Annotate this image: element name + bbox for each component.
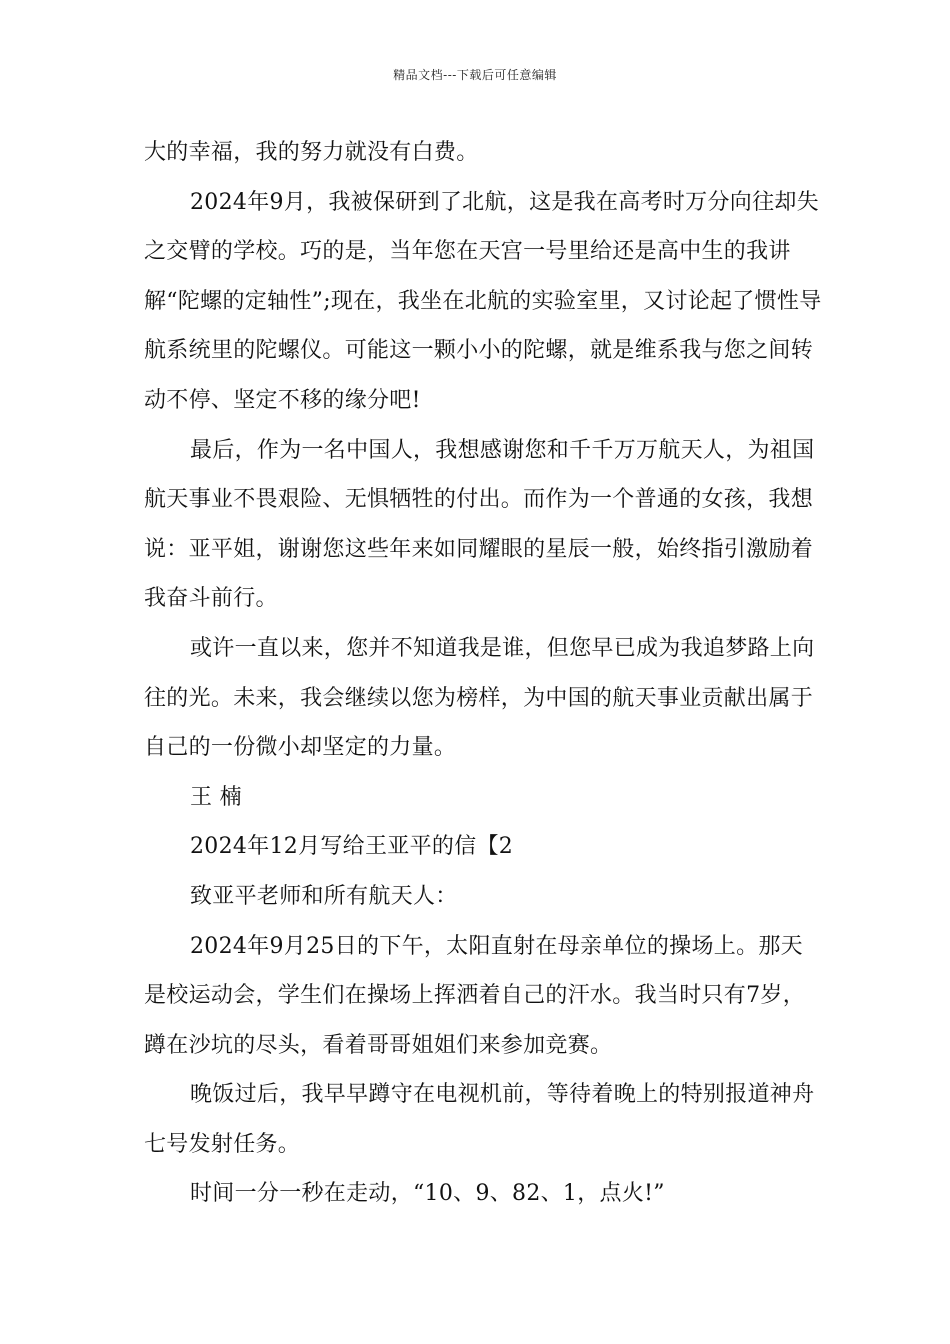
section-title: 2024年12月写给王亚平的信【2 bbox=[190, 834, 514, 860]
paragraph-4: 或许一直以来，您并不知道我是谁，但您早已成为我追梦路上向往的光。未来，我会继续以您为榜样，为中国的航天事业贡献出属于自己的一份微小却坚定的力量。 bbox=[144, 635, 815, 761]
paragraph-1: 大的幸福，我的努力就没有白费。 bbox=[144, 140, 479, 165]
paragraph-5: 2024年9月25日的下午，太阳直射在母亲单位的操场上。那天是校运动会，学生们在操场上挥洒着自己的汗水。我当时只有7岁，蹲在沙坑的尽头，看着哥哥姐姐们来参加竞赛。 bbox=[144, 933, 805, 1058]
paragraph-3: 最后，作为一名中国人，我想感谢您和千千万万航天人，为祖国航天事业不畏艰险、无惧牺牲的付出。而作为一个普通的女孩，我想说：亚平姐，谢谢您这些年来如同耀眼的星辰一般，始终指引激励着我奋斗前行。 bbox=[144, 437, 815, 612]
salutation: 致亚平老师和所有航天人： bbox=[190, 883, 458, 909]
signature: 王 楠 bbox=[190, 784, 242, 810]
paragraph-2: 2024年9月，我被保研到了北航，这是我在高考时万分向往却失之交臂的学校。巧的是，当年您在天宫一号里给还是高中生的我讲解“陀螺的定轴性”;现在，我坐在北航的实验室里，又讨论起了惯性导航系统里的陀螺仪。可能这一颗小小的陀螺，就是维系我与您之间转动不停、坚定不移的缘分吧! bbox=[144, 189, 822, 413]
page-header: 精品文档---下载后可任意编辑 bbox=[393, 68, 557, 82]
paragraph-6: 晚饭过后，我早早蹲守在电视机前，等待着晚上的特别报道神舟七号发射任务。 bbox=[144, 1082, 815, 1157]
paragraph-7: 时间一分一秒在走动，“10、9、82、1，点火!” bbox=[190, 1181, 665, 1207]
document-body bbox=[144, 128, 824, 1219]
